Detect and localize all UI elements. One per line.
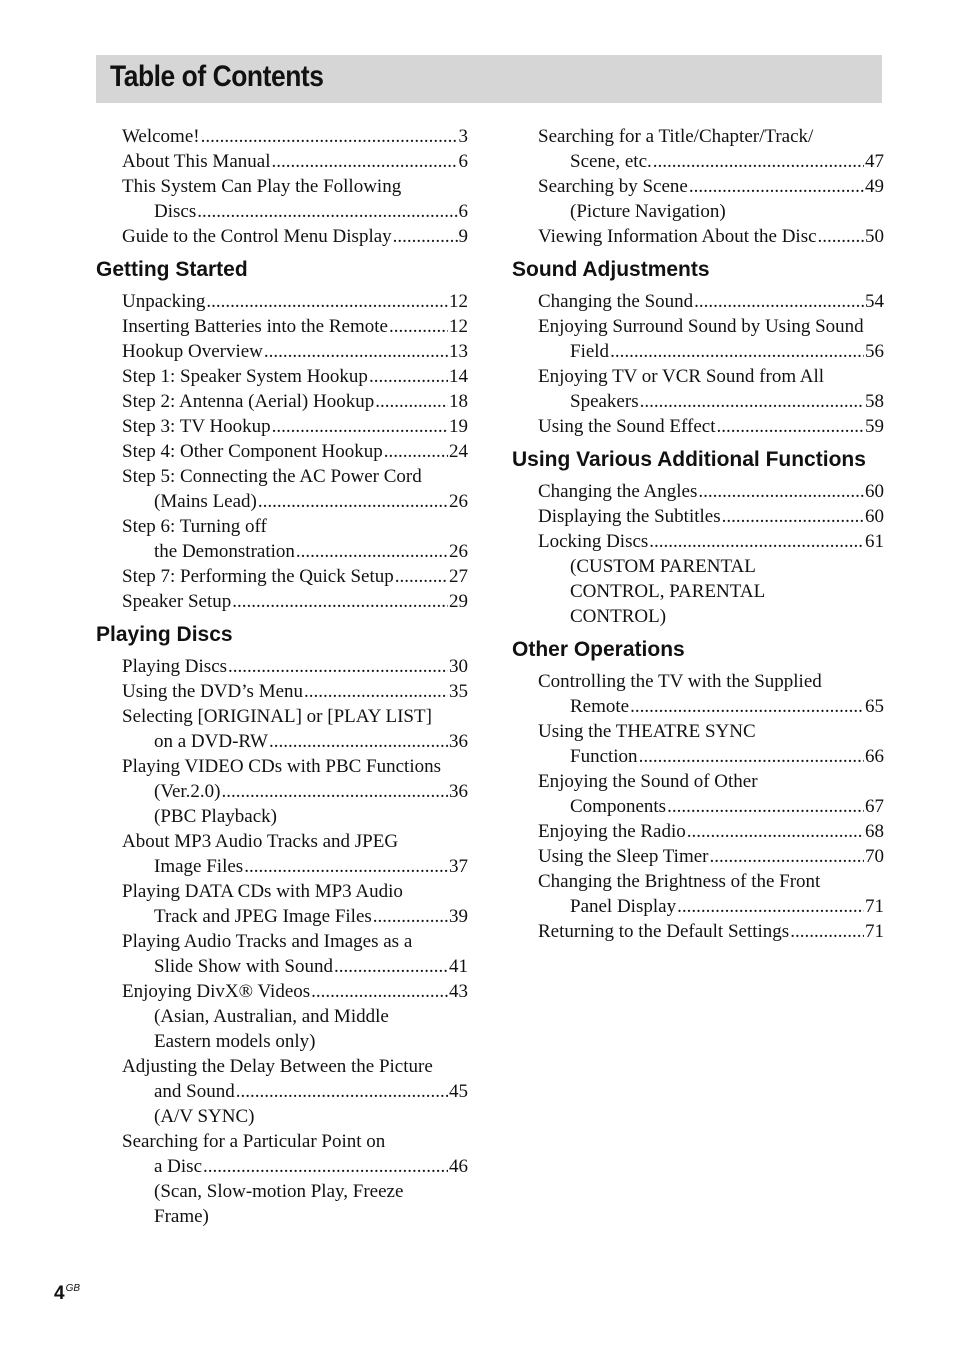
- entry-title: Image Files: [154, 856, 244, 877]
- dot-leader: [271, 149, 457, 174]
- page-ref: 12: [449, 316, 468, 337]
- page-ref: 71: [865, 896, 884, 917]
- toc-entry[interactable]: [512, 869, 884, 919]
- dot-leader: [304, 679, 448, 704]
- dot-leader: [311, 979, 448, 1004]
- entry-title: Enjoying DivX® Videos: [122, 981, 311, 1002]
- entry-title: Guide to the Control Menu Display: [122, 226, 392, 247]
- dot-leader: [369, 364, 448, 389]
- toc-entry[interactable]: [96, 829, 468, 879]
- entry-title: Changing the Brightness of the Front: [538, 871, 821, 892]
- page-ref: 66: [865, 746, 884, 767]
- dot-leader: [221, 779, 448, 804]
- entry-title: Hookup Overview: [122, 341, 263, 362]
- entry-title: Step 4: Other Component Hookup: [122, 441, 383, 462]
- entry-title: a Disc: [154, 1156, 203, 1177]
- section-heading: Using Various Additional Functions: [512, 448, 866, 471]
- entry-title: Enjoying Surround Sound by Using Sound: [538, 316, 864, 337]
- toc-entry[interactable]: [512, 314, 884, 364]
- dot-leader: [389, 314, 448, 339]
- entry-title: Enjoying the Sound of Other: [538, 771, 758, 792]
- toc-entry[interactable]: [96, 389, 468, 414]
- toc-entry[interactable]: [512, 819, 884, 844]
- page-ref: 19: [449, 416, 468, 437]
- entry-title: This System Can Play the Following: [122, 176, 402, 197]
- entry-title: Playing Audio Tracks and Images as a: [122, 931, 413, 952]
- entry-title: Welcome!: [122, 126, 200, 147]
- page-ref: 29: [449, 591, 468, 612]
- page-ref: 36: [449, 731, 468, 752]
- dot-leader: [296, 539, 448, 564]
- page-ref: 47: [865, 151, 884, 172]
- entry-title: Changing the Angles: [538, 481, 698, 502]
- toc-entry[interactable]: [512, 364, 884, 414]
- entry-title: Enjoying the Radio: [538, 821, 686, 842]
- entry-title: Slide Show with Sound: [154, 956, 333, 977]
- page-ref: 60: [865, 506, 884, 527]
- page-ref: 45: [449, 1081, 468, 1102]
- entry-note: Frame): [154, 1206, 209, 1227]
- toc-section: [96, 124, 468, 249]
- dot-leader: [393, 224, 458, 249]
- toc-entry[interactable]: [96, 879, 468, 929]
- entry-title: Using the Sound Effect: [538, 416, 716, 437]
- page-ref: 26: [449, 491, 468, 512]
- page-ref: 26: [449, 541, 468, 562]
- toc-entry[interactable]: [96, 979, 468, 1054]
- entry-note: (Asian, Australian, and Middle: [154, 1006, 389, 1027]
- section-heading: Other Operations: [512, 638, 685, 661]
- toc-entry[interactable]: [512, 529, 884, 629]
- entry-title: Locking Discs: [538, 531, 649, 552]
- entry-title: Discs: [154, 201, 197, 222]
- dot-leader: [722, 504, 864, 529]
- entry-note: CONTROL): [570, 606, 667, 627]
- dot-leader: [630, 694, 864, 719]
- entry-title: Searching for a Title/Chapter/Track/: [538, 126, 814, 147]
- dot-leader: [694, 289, 864, 314]
- entry-title: on a DVD-RW: [154, 731, 268, 752]
- entry-title: Function: [570, 746, 638, 767]
- page-ref: 65: [865, 696, 884, 717]
- toc-entry[interactable]: [512, 174, 884, 224]
- dot-leader: [373, 904, 448, 929]
- entry-title: Searching by Scene: [538, 176, 688, 197]
- dot-leader: [639, 744, 864, 769]
- toc-entry[interactable]: [96, 929, 468, 979]
- dot-leader: [610, 339, 864, 364]
- entry-title: About MP3 Audio Tracks and JPEG: [122, 831, 399, 852]
- dot-leader: [818, 224, 864, 249]
- page-ref: 12: [449, 291, 468, 312]
- entry-title: Inserting Batteries into the Remote: [122, 316, 388, 337]
- toc-entry[interactable]: [96, 589, 468, 614]
- entry-title: Step 7: Performing the Quick Setup: [122, 566, 394, 587]
- dot-leader: [640, 389, 864, 414]
- page-ref: 37: [449, 856, 468, 877]
- entry-title: About This Manual: [122, 151, 271, 172]
- toc-entry[interactable]: [96, 679, 468, 704]
- toc-entry[interactable]: [96, 439, 468, 464]
- entry-note: (A/V SYNC): [154, 1106, 255, 1127]
- toc-entry[interactable]: [512, 769, 884, 819]
- entry-title: Components: [570, 796, 667, 817]
- entry-title: Step 6: Turning off: [122, 516, 267, 537]
- toc-entry[interactable]: [96, 174, 468, 224]
- dot-leader: [236, 1079, 448, 1104]
- dot-leader: [228, 654, 448, 679]
- page-ref: 39: [449, 906, 468, 927]
- toc-entry[interactable]: [96, 224, 468, 249]
- page-ref: 56: [865, 341, 884, 362]
- entry-title: Controlling the TV with the Supplied: [538, 671, 822, 692]
- toc-section: [512, 124, 884, 249]
- entry-title: (Ver.2.0): [154, 781, 221, 802]
- page-ref: 67: [865, 796, 884, 817]
- toc-section: [512, 446, 884, 629]
- entry-note: Eastern models only): [154, 1031, 316, 1052]
- entry-title: Panel Display: [570, 896, 677, 917]
- page-ref: 54: [865, 291, 884, 312]
- entry-title: Using the THEATRE SYNC: [538, 721, 756, 742]
- entry-title: the Demonstration: [154, 541, 295, 562]
- toc-entry[interactable]: [512, 669, 884, 719]
- title-banner: [96, 55, 882, 103]
- page-ref: 71: [865, 921, 884, 942]
- page-ref: 70: [865, 846, 884, 867]
- toc-entry[interactable]: [96, 754, 468, 829]
- dot-leader: [334, 954, 448, 979]
- dot-leader: [206, 289, 448, 314]
- dot-leader: [244, 854, 448, 879]
- entry-note: (CUSTOM PARENTAL: [570, 556, 756, 577]
- dot-leader: [709, 844, 864, 869]
- entry-title: Scene, etc.: [570, 151, 652, 172]
- entry-title: Playing DATA CDs with MP3 Audio: [122, 881, 403, 902]
- entry-title: Track and JPEG Image Files: [154, 906, 372, 927]
- entry-title: Enjoying TV or VCR Sound from All: [538, 366, 825, 387]
- dot-leader: [667, 794, 864, 819]
- entry-title: Selecting [ORIGINAL] or [PLAY LIST]: [122, 706, 432, 727]
- toc-column-left: [96, 124, 468, 1229]
- entry-title: Playing VIDEO CDs with PBC Functions: [122, 756, 441, 777]
- page-ref: 46: [449, 1156, 468, 1177]
- entry-title: Speaker Setup: [122, 591, 232, 612]
- entry-note: (Scan, Slow-motion Play, Freeze: [154, 1181, 404, 1202]
- entry-title: Displaying the Subtitles: [538, 506, 721, 527]
- toc-section: [96, 256, 468, 614]
- toc-entry[interactable]: [96, 514, 468, 564]
- toc-entry[interactable]: [96, 339, 468, 364]
- entry-title: Playing Discs: [122, 656, 228, 677]
- toc-entry[interactable]: [96, 124, 468, 149]
- entry-note: (PBC Playback): [154, 806, 277, 827]
- entry-title: Returning to the Default Settings: [538, 921, 790, 942]
- dot-leader: [197, 199, 457, 224]
- dot-leader: [272, 414, 448, 439]
- toc-entry[interactable]: [96, 364, 468, 389]
- dot-leader: [203, 1154, 448, 1179]
- toc-column-right: [512, 124, 884, 944]
- toc-entry[interactable]: [96, 1054, 468, 1129]
- page-ref: 43: [449, 981, 468, 1002]
- dot-leader: [395, 564, 448, 589]
- toc-section: [512, 636, 884, 944]
- entry-title: Field: [570, 341, 610, 362]
- page-ref: 24: [449, 441, 468, 462]
- page-ref: 35: [449, 681, 468, 702]
- toc-entry[interactable]: [96, 704, 468, 754]
- toc-entry[interactable]: [512, 479, 884, 504]
- entry-title: Searching for a Particular Point on: [122, 1131, 386, 1152]
- toc-entry[interactable]: [96, 289, 468, 314]
- entry-title: Step 1: Speaker System Hookup: [122, 366, 368, 387]
- dot-leader: [717, 414, 865, 439]
- toc-entry[interactable]: [512, 414, 884, 439]
- page-ref: 58: [865, 391, 884, 412]
- dot-leader: [258, 489, 448, 514]
- page-ref: 50: [865, 226, 884, 247]
- entry-title: Using the Sleep Timer: [538, 846, 709, 867]
- page-ref: 49: [865, 176, 884, 197]
- toc-entry[interactable]: [512, 844, 884, 869]
- toc-entry[interactable]: [512, 124, 884, 174]
- toc-entry[interactable]: [512, 504, 884, 529]
- entry-title: and Sound: [154, 1081, 235, 1102]
- page-ref: 36: [449, 781, 468, 802]
- dot-leader: [384, 439, 448, 464]
- entry-title: Step 3: TV Hookup: [122, 416, 271, 437]
- dot-leader: [649, 529, 864, 554]
- page-title: Table of Contents: [110, 60, 324, 93]
- page-ref: 6: [458, 151, 468, 172]
- entry-title: Adjusting the Delay Between the Picture: [122, 1056, 433, 1077]
- toc-section: [512, 256, 884, 439]
- page-number: 4: [54, 1283, 65, 1304]
- section-heading: Playing Discs: [96, 623, 233, 646]
- page-footer: [54, 1283, 80, 1305]
- section-heading: Getting Started: [96, 258, 248, 281]
- entry-title: Speakers: [570, 391, 639, 412]
- entry-title: Step 2: Antenna (Aerial) Hookup: [122, 391, 375, 412]
- page-ref: 3: [458, 126, 468, 147]
- dot-leader: [201, 124, 458, 149]
- dot-leader: [653, 149, 864, 174]
- page-ref: 60: [865, 481, 884, 502]
- section-heading: Sound Adjustments: [512, 258, 710, 281]
- toc-entry[interactable]: [96, 314, 468, 339]
- toc-entry[interactable]: [96, 654, 468, 679]
- page-ref: 27: [449, 566, 468, 587]
- page-ref: 68: [865, 821, 884, 842]
- toc-entry[interactable]: [96, 564, 468, 589]
- page-ref: 13: [449, 341, 468, 362]
- dot-leader: [375, 389, 448, 414]
- toc-entry[interactable]: [512, 719, 884, 769]
- page-ref: 61: [865, 531, 884, 552]
- toc-entry[interactable]: [512, 919, 884, 944]
- entry-title: Remote: [570, 696, 630, 717]
- page-ref: 14: [449, 366, 468, 387]
- toc-entry[interactable]: [512, 289, 884, 314]
- dot-leader: [677, 894, 864, 919]
- dot-leader: [264, 339, 448, 364]
- page-ref: 6: [458, 201, 468, 222]
- entry-title: Unpacking: [122, 291, 206, 312]
- toc-entry[interactable]: [96, 414, 468, 439]
- entry-title: Viewing Information About the Disc: [538, 226, 817, 247]
- page-ref: 59: [865, 416, 884, 437]
- entry-note: CONTROL, PARENTAL: [570, 581, 766, 602]
- toc-entry[interactable]: [96, 1129, 468, 1229]
- entry-title: Changing the Sound: [538, 291, 694, 312]
- dot-leader: [698, 479, 864, 504]
- entry-title: (Mains Lead): [154, 491, 257, 512]
- page-ref: 30: [449, 656, 468, 677]
- toc-section: [96, 621, 468, 1229]
- toc-entry[interactable]: [96, 149, 468, 174]
- dot-leader: [232, 589, 448, 614]
- toc-entry[interactable]: [96, 464, 468, 514]
- dot-leader: [790, 919, 864, 944]
- entry-note: (Picture Navigation): [570, 201, 726, 222]
- region-code: GB: [65, 1283, 81, 1294]
- page-ref: 18: [449, 391, 468, 412]
- page-ref: 41: [449, 956, 468, 977]
- entry-title: Step 5: Connecting the AC Power Cord: [122, 466, 422, 487]
- page-ref: 9: [458, 226, 468, 247]
- dot-leader: [269, 729, 448, 754]
- dot-leader: [689, 174, 864, 199]
- toc-entry[interactable]: [512, 224, 884, 249]
- dot-leader: [687, 819, 864, 844]
- entry-title: Using the DVD’s Menu: [122, 681, 304, 702]
